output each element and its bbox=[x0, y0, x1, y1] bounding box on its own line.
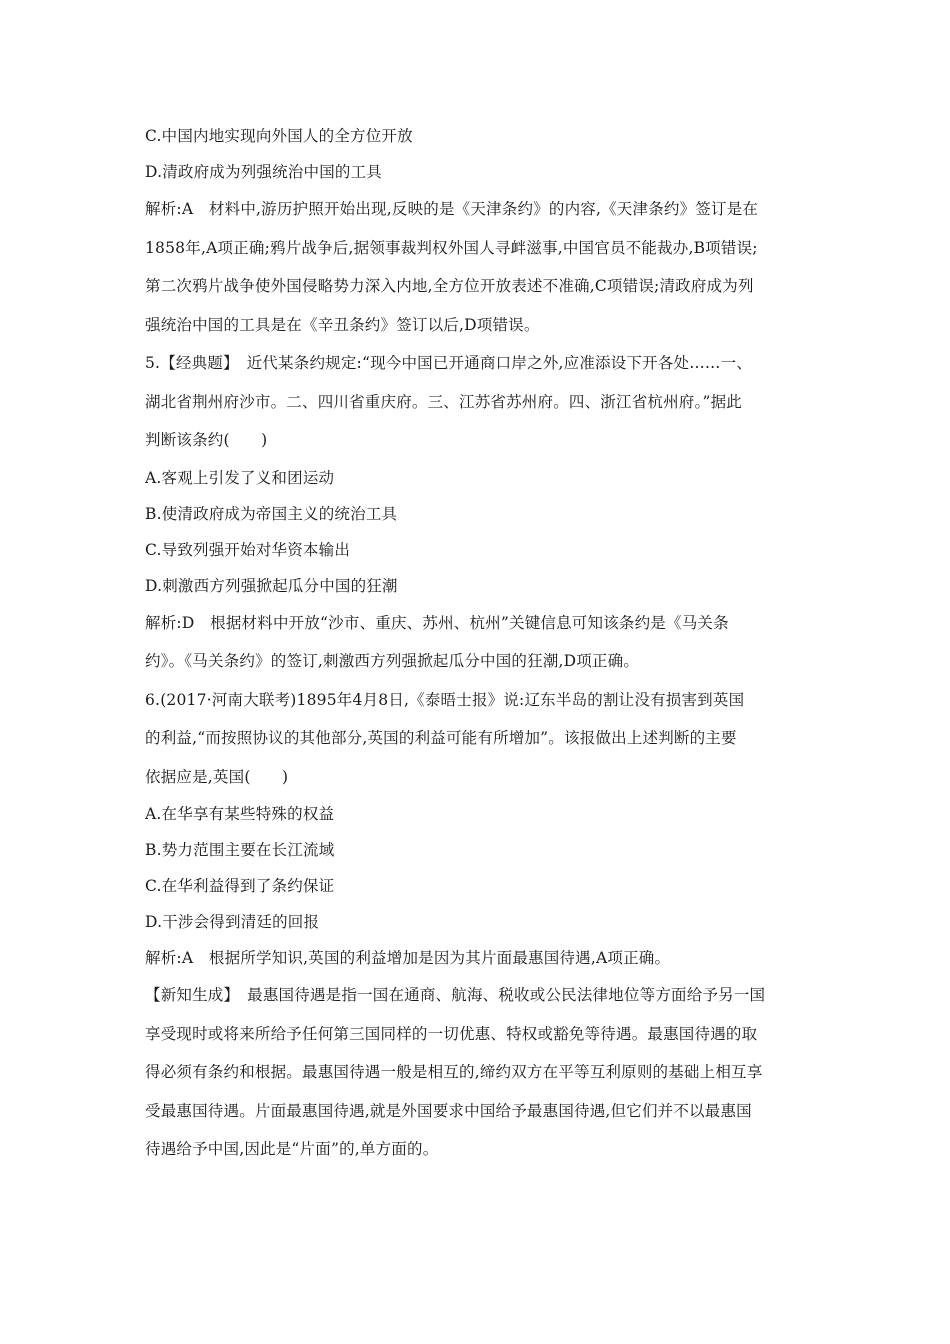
q5-analysis-line: 约》。《马关条约》的签订,刺激西方列强掀起瓜分中国的狂潮,D项正确。 bbox=[145, 652, 640, 670]
q6-stem-line: 6.(2017·河南大联考)1895年4月8日,《泰晤士报》说:辽东半岛的割让没有损害到英国 bbox=[145, 690, 745, 709]
q5-stem-line: 湖北省荆州府沙市。二、四川省重庆府。三、江苏省苏州府。四、浙江省杭州府。”据此 bbox=[145, 392, 742, 411]
q6-stem-line: 依据应是,英国( ) bbox=[145, 767, 289, 786]
q4-analysis-line: 强统治中国的工具是在《辛丑条约》签订以后,D项错误。 bbox=[145, 315, 540, 334]
new-knowledge-line: 【新知生成】 最惠国待遇是指一国在通商、航海、税收或公民法律地位等方面给予另一国 bbox=[145, 986, 766, 1004]
new-knowledge-line: 享受现时或将来所给予任何第三国同样的一切优惠、特权或豁免等待遇。最惠国待遇的取 bbox=[145, 1024, 758, 1043]
q4-analysis-line: 解析:A 材料中,游历护照开始出现,反映的是《天津条约》的内容,《天津条约》签订是在 bbox=[145, 200, 759, 218]
q6-option-a: A.在华享有某些特殊的权益 bbox=[145, 805, 335, 823]
new-knowledge-line: 受最惠国待遇。片面最惠国待遇,就是外国要求中国给予最惠国待遇,但它们并不以最惠国 bbox=[145, 1101, 752, 1120]
document-page bbox=[145, 118, 815, 1169]
q6-option-c: C.在华利益得到了条约保证 bbox=[145, 877, 335, 895]
q5-stem-line: 判断该条约( ) bbox=[145, 431, 268, 449]
q5-option-a: A.客观上引发了义和团运动 bbox=[145, 468, 335, 487]
q5-analysis-line: 解析:D 根据材料中开放“沙市、重庆、苏州、杭州”关键信息可知该条约是《马关条 bbox=[145, 613, 729, 632]
q5-option-d: D.刺激西方列强掀起瓜分中国的狂潮 bbox=[145, 576, 398, 595]
q5-stem-line: 5.【经典题】 近代某条约规定:“现今中国已开通商口岸之外,应准添设下开各处……一、 bbox=[145, 354, 753, 372]
q6-option-b: B.势力范围主要在长江流域 bbox=[145, 841, 335, 859]
q6-option-d: D.干涉会得到清廷的回报 bbox=[145, 913, 320, 931]
q6-analysis: 解析:A 根据所学知识,英国的利益增加是因为其片面最惠国待遇,A项正确。 bbox=[145, 949, 671, 967]
q4-option-d: D.清政府成为列强统治中国的工具 bbox=[145, 163, 383, 181]
new-knowledge-line: 待遇给予中国,因此是“片面”的,单方面的。 bbox=[145, 1140, 439, 1158]
q4-analysis-line: 第二次鸦片战争使外国侵略势力深入内地,全方位开放表述不准确,C项错误;清政府成为列 bbox=[145, 277, 754, 295]
q4-option-c: C.中国内地实现向外国人的全方位开放 bbox=[145, 127, 413, 145]
q6-stem-line: 的利益,“而按照协议的其他部分,英国的利益可能有所增加”。该报做出上述判断的主要 bbox=[145, 729, 737, 747]
q5-option-c: C.导致列强开始对华资本输出 bbox=[145, 540, 351, 559]
new-knowledge-line: 得必须有条约和根据。最惠国待遇一般是相互的,缔约双方在平等互利原则的基础上相互享 bbox=[145, 1063, 763, 1081]
q4-analysis-line: 1858年,A项正确;鸦片战争后,据领事裁判权外国人寻衅滋事,中国官员不能裁办,B项错误; bbox=[145, 238, 758, 257]
q5-option-b: B.使清政府成为帝国主义的统治工具 bbox=[145, 504, 398, 523]
